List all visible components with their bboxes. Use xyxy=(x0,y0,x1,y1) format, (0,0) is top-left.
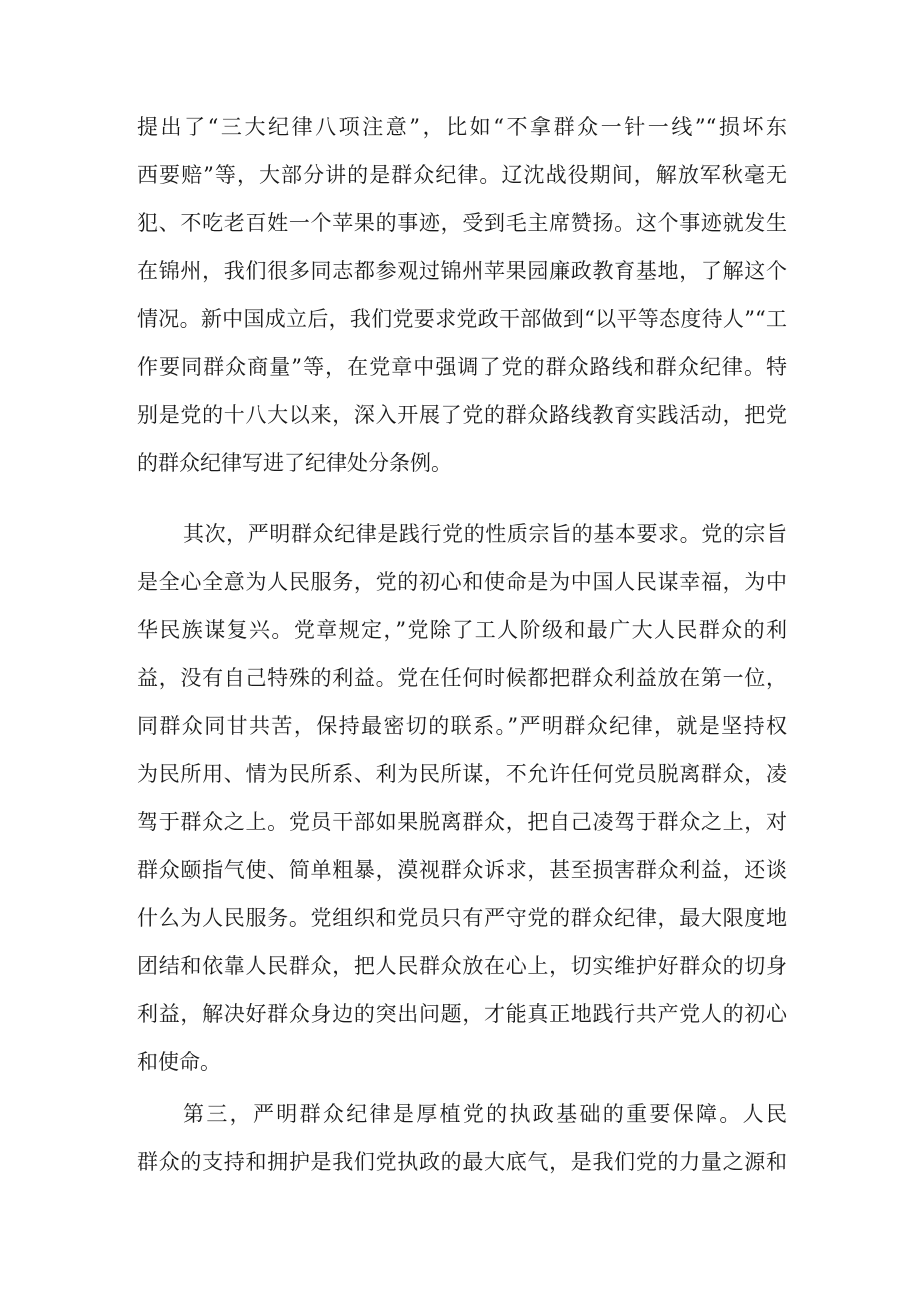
paragraph-1-line-4: 在锦州，我们很多同志都参观过锦州苹果园廉政教育基地，了解这个 xyxy=(137,259,787,283)
paragraph-2-line-4: 益，没有自己特殊的利益。党在任何时候都把群众利益放在第一位， xyxy=(137,666,787,690)
paragraph-2-line-8: 群众颐指气使、简单粗暴，漠视群众诉求，甚至损害群众利益，还谈 xyxy=(137,858,787,882)
paragraph-2-line-7: 驾于群众之上。党员干部如果脱离群众，把自己凌驾于群众之上，对 xyxy=(137,810,787,834)
paragraph-1-line-8: 的群众纪律写进了纪律处分条例。 xyxy=(137,451,452,475)
paragraph-1-line-5: 情况。新中国成立后，我们党要求党政干部做到“以平等态度待人”“工 xyxy=(137,307,787,331)
paragraph-2-line-2: 是全心全意为人民服务，党的初心和使命是为中国人民谋幸福，为中 xyxy=(137,570,787,594)
paragraph-3-line-1: 第三，严明群众纪律是厚植党的执政基础的重要保障。人民 xyxy=(183,1102,787,1126)
paragraph-1-line-3: 犯、不吃老百姓一个苹果的事迹，受到毛主席赞扬。这个事迹就发生 xyxy=(137,211,787,235)
paragraph-2-line-10: 团结和依靠人民群众，把人民群众放在心上，切实维护好群众的切身 xyxy=(137,954,787,978)
paragraph-2-line-5: 同群众同甘共苦，保持最密切的联系。”严明群众纪律，就是坚持权 xyxy=(137,714,787,738)
paragraph-1-line-1: 提出了“三大纪律八项注意”，比如“不拿群众一针一线”“损坏东 xyxy=(137,115,787,139)
paragraph-2-line-12: 和使命。 xyxy=(137,1050,221,1074)
paragraph-1-line-7: 别是党的十八大以来，深入开展了党的群众路线教育实践活动，把党 xyxy=(137,403,787,427)
paragraph-3-line-2: 群众的支持和拥护是我们党执政的最大底气，是我们党的力量之源和 xyxy=(137,1150,787,1174)
paragraph-1-line-6: 作要同群众商量”等，在党章中强调了党的群众路线和群众纪律。特 xyxy=(137,355,787,379)
paragraph-2-line-1: 其次，严明群众纪律是践行党的性质宗旨的基本要求。党的宗旨 xyxy=(183,522,787,546)
paragraph-2-line-11: 利益，解决好群众身边的突出问题，才能真正地践行共产党人的初心 xyxy=(137,1002,787,1026)
paragraph-1-line-2: 西要赔”等，大部分讲的是群众纪律。辽沈战役期间，解放军秋毫无 xyxy=(137,163,787,187)
paragraph-2-line-3: 华民族谋复兴。党章规定，”党除了工人阶级和最广大人民群众的利 xyxy=(137,618,787,642)
paragraph-2-line-9: 什么为人民服务。党组织和党员只有严守党的群众纪律，最大限度地 xyxy=(137,906,787,930)
paragraph-2-line-6: 为民所用、情为民所系、利为民所谋，不允许任何党员脱离群众，凌 xyxy=(137,762,787,786)
